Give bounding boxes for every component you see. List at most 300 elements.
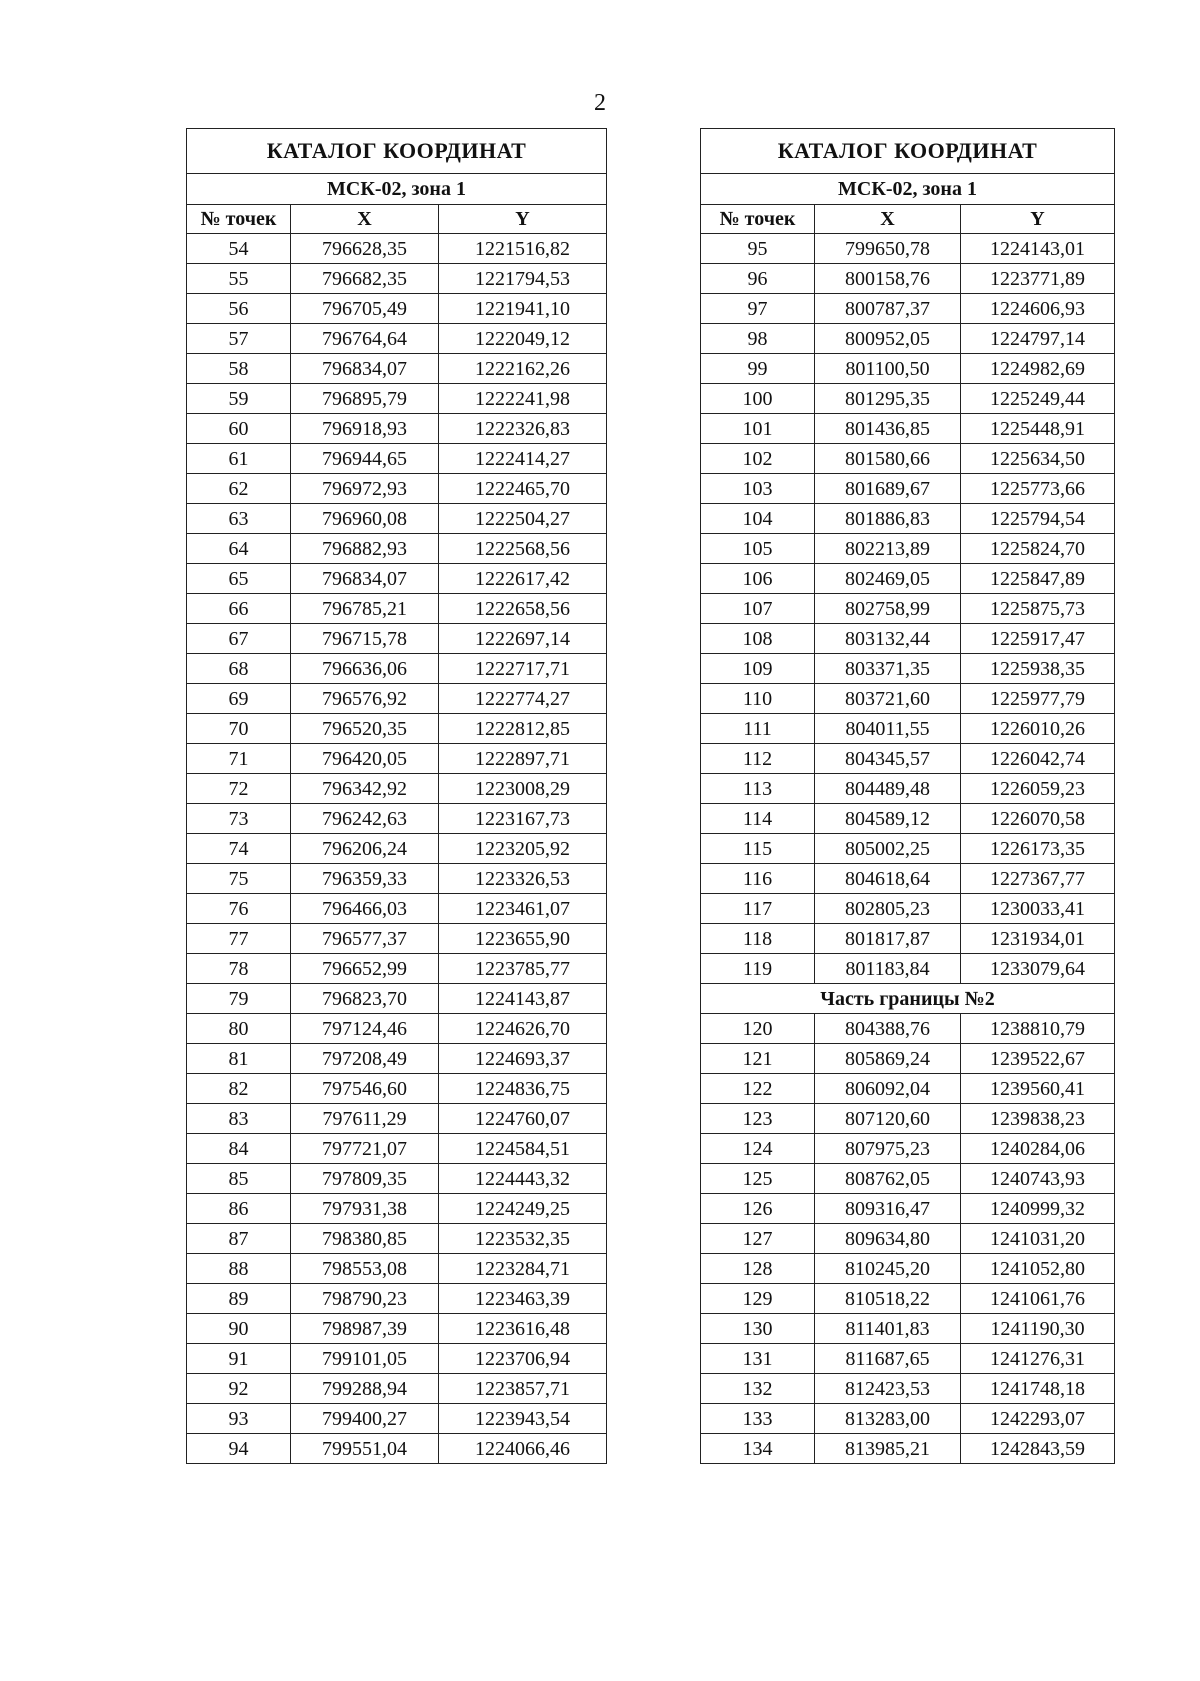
point-number: 78 (187, 954, 291, 984)
point-number: 59 (187, 384, 291, 414)
x-coordinate: 796705,49 (291, 294, 439, 324)
x-coordinate: 796764,64 (291, 324, 439, 354)
table-row (701, 1434, 1115, 1464)
y-coordinate: 1222697,14 (439, 624, 607, 654)
x-coordinate: 796636,06 (291, 654, 439, 684)
point-number: 62 (187, 474, 291, 504)
y-coordinate: 1222162,26 (439, 354, 607, 384)
x-coordinate: 801580,66 (815, 444, 961, 474)
x-coordinate: 797546,60 (291, 1074, 439, 1104)
x-coordinate: 801689,67 (815, 474, 961, 504)
point-number: 83 (187, 1104, 291, 1134)
y-coordinate: 1225977,79 (961, 684, 1115, 714)
table-row (187, 1014, 607, 1044)
point-number: 82 (187, 1074, 291, 1104)
x-coordinate: 801886,83 (815, 504, 961, 534)
table-row (187, 654, 607, 684)
table-row (187, 324, 607, 354)
x-coordinate: 798380,85 (291, 1224, 439, 1254)
point-number: 80 (187, 1014, 291, 1044)
x-coordinate: 799288,94 (291, 1374, 439, 1404)
table-row (187, 774, 607, 804)
x-coordinate: 806092,04 (815, 1074, 961, 1104)
table-row (187, 534, 607, 564)
point-number: 81 (187, 1044, 291, 1074)
y-coordinate: 1224606,93 (961, 294, 1115, 324)
table-row (187, 414, 607, 444)
point-number: 100 (701, 384, 815, 414)
x-coordinate: 796576,92 (291, 684, 439, 714)
point-number: 61 (187, 444, 291, 474)
point-number: 111 (701, 714, 815, 744)
table-row (701, 744, 1115, 774)
x-coordinate: 797809,35 (291, 1164, 439, 1194)
y-coordinate: 1225448,91 (961, 414, 1115, 444)
column-header-point: № точек (187, 205, 291, 234)
table-row (701, 954, 1115, 984)
y-coordinate: 1223785,77 (439, 954, 607, 984)
point-number: 63 (187, 504, 291, 534)
y-coordinate: 1224836,75 (439, 1074, 607, 1104)
x-coordinate: 796918,93 (291, 414, 439, 444)
y-coordinate: 1225938,35 (961, 654, 1115, 684)
point-number: 88 (187, 1254, 291, 1284)
y-coordinate: 1230033,41 (961, 894, 1115, 924)
x-coordinate: 803721,60 (815, 684, 961, 714)
point-number: 71 (187, 744, 291, 774)
table-row (187, 1074, 607, 1104)
x-coordinate: 810245,20 (815, 1254, 961, 1284)
point-number: 102 (701, 444, 815, 474)
table-row (701, 1164, 1115, 1194)
x-coordinate: 797611,29 (291, 1104, 439, 1134)
point-number: 103 (701, 474, 815, 504)
table-row (187, 1224, 607, 1254)
y-coordinate: 1225634,50 (961, 444, 1115, 474)
table-row (701, 1134, 1115, 1164)
table-row (187, 474, 607, 504)
point-number: 77 (187, 924, 291, 954)
y-coordinate: 1224760,07 (439, 1104, 607, 1134)
x-coordinate: 799400,27 (291, 1404, 439, 1434)
y-coordinate: 1242843,59 (961, 1434, 1115, 1464)
point-number: 64 (187, 534, 291, 564)
table-body (701, 1014, 1115, 1464)
y-coordinate: 1226173,35 (961, 834, 1115, 864)
catalog-title: КАТАЛОГ КООРДИНАТ (701, 129, 1115, 174)
table-row (187, 894, 607, 924)
table-row (187, 1284, 607, 1314)
x-coordinate: 796895,79 (291, 384, 439, 414)
column-header-x: X (291, 205, 439, 234)
y-coordinate: 1240284,06 (961, 1134, 1115, 1164)
x-coordinate: 801295,35 (815, 384, 961, 414)
y-coordinate: 1223771,89 (961, 264, 1115, 294)
table-row (187, 234, 607, 264)
y-coordinate: 1225875,73 (961, 594, 1115, 624)
point-number: 79 (187, 984, 291, 1014)
x-coordinate: 804388,76 (815, 1014, 961, 1044)
y-coordinate: 1241052,80 (961, 1254, 1115, 1284)
point-number: 67 (187, 624, 291, 654)
x-coordinate: 801436,85 (815, 414, 961, 444)
y-coordinate: 1222717,71 (439, 654, 607, 684)
y-coordinate: 1241031,20 (961, 1224, 1115, 1254)
y-coordinate: 1222774,27 (439, 684, 607, 714)
point-number: 106 (701, 564, 815, 594)
y-coordinate: 1242293,07 (961, 1404, 1115, 1434)
point-number: 116 (701, 864, 815, 894)
x-coordinate: 798987,39 (291, 1314, 439, 1344)
y-coordinate: 1223461,07 (439, 894, 607, 924)
y-coordinate: 1226070,58 (961, 804, 1115, 834)
point-number: 97 (701, 294, 815, 324)
y-coordinate: 1241190,30 (961, 1314, 1115, 1344)
point-number: 132 (701, 1374, 815, 1404)
x-coordinate: 796823,70 (291, 984, 439, 1014)
table-row (187, 1104, 607, 1134)
y-coordinate: 1238810,79 (961, 1014, 1115, 1044)
point-number: 84 (187, 1134, 291, 1164)
y-coordinate: 1224982,69 (961, 354, 1115, 384)
x-coordinate: 804589,12 (815, 804, 961, 834)
point-number: 66 (187, 594, 291, 624)
point-number: 110 (701, 684, 815, 714)
point-number: 104 (701, 504, 815, 534)
x-coordinate: 801817,87 (815, 924, 961, 954)
table-row (187, 1134, 607, 1164)
column-header-y: Y (439, 205, 607, 234)
table-row (701, 924, 1115, 954)
y-coordinate: 1239838,23 (961, 1104, 1115, 1134)
x-coordinate: 813985,21 (815, 1434, 961, 1464)
table-row (187, 294, 607, 324)
table-row (701, 564, 1115, 594)
y-coordinate: 1223943,54 (439, 1404, 607, 1434)
y-coordinate: 1224143,87 (439, 984, 607, 1014)
x-coordinate: 796628,35 (291, 234, 439, 264)
table-row (701, 1314, 1115, 1344)
coordinate-catalog-table-right (700, 128, 1115, 1464)
y-coordinate: 1233079,64 (961, 954, 1115, 984)
y-coordinate: 1223167,73 (439, 804, 607, 834)
x-coordinate: 799551,04 (291, 1434, 439, 1464)
table-row (701, 714, 1115, 744)
x-coordinate: 796420,05 (291, 744, 439, 774)
table-row (701, 594, 1115, 624)
y-coordinate: 1241748,18 (961, 1374, 1115, 1404)
x-coordinate: 796577,37 (291, 924, 439, 954)
table-row (187, 1194, 607, 1224)
x-coordinate: 799101,05 (291, 1344, 439, 1374)
coordinate-system: МСК-02, зона 1 (187, 174, 607, 205)
point-number: 130 (701, 1314, 815, 1344)
x-coordinate: 812423,53 (815, 1374, 961, 1404)
point-number: 128 (701, 1254, 815, 1284)
x-coordinate: 801183,84 (815, 954, 961, 984)
point-number: 68 (187, 654, 291, 684)
y-coordinate: 1224693,37 (439, 1044, 607, 1074)
y-coordinate: 1225249,44 (961, 384, 1115, 414)
table-row (187, 1374, 607, 1404)
point-number: 105 (701, 534, 815, 564)
x-coordinate: 797124,46 (291, 1014, 439, 1044)
point-number: 115 (701, 834, 815, 864)
y-coordinate: 1224143,01 (961, 234, 1115, 264)
point-number: 131 (701, 1344, 815, 1374)
x-coordinate: 802213,89 (815, 534, 961, 564)
point-number: 125 (701, 1164, 815, 1194)
table-row (187, 1044, 607, 1074)
x-coordinate: 803371,35 (815, 654, 961, 684)
table-row (187, 834, 607, 864)
y-coordinate: 1227367,77 (961, 864, 1115, 894)
point-number: 112 (701, 744, 815, 774)
x-coordinate: 796466,03 (291, 894, 439, 924)
point-number: 87 (187, 1224, 291, 1254)
point-number: 65 (187, 564, 291, 594)
point-number: 91 (187, 1344, 291, 1374)
table-row (187, 1254, 607, 1284)
y-coordinate: 1221941,10 (439, 294, 607, 324)
x-coordinate: 802805,23 (815, 894, 961, 924)
x-coordinate: 808762,05 (815, 1164, 961, 1194)
table-row (701, 1254, 1115, 1284)
x-coordinate: 809634,80 (815, 1224, 961, 1254)
point-number: 126 (701, 1194, 815, 1224)
point-number: 127 (701, 1224, 815, 1254)
table-row (701, 324, 1115, 354)
y-coordinate: 1226042,74 (961, 744, 1115, 774)
x-coordinate: 801100,50 (815, 354, 961, 384)
table-body (187, 234, 607, 1464)
y-coordinate: 1225847,89 (961, 564, 1115, 594)
table-row (187, 564, 607, 594)
table-row (701, 1044, 1115, 1074)
table-row (701, 444, 1115, 474)
y-coordinate: 1225824,70 (961, 534, 1115, 564)
y-coordinate: 1224626,70 (439, 1014, 607, 1044)
y-coordinate: 1239522,67 (961, 1044, 1115, 1074)
y-coordinate: 1222049,12 (439, 324, 607, 354)
table-row (187, 1404, 607, 1434)
x-coordinate: 802758,99 (815, 594, 961, 624)
point-number: 96 (701, 264, 815, 294)
point-number: 85 (187, 1164, 291, 1194)
point-number: 93 (187, 1404, 291, 1434)
table-row (187, 624, 607, 654)
table-row (187, 504, 607, 534)
point-number: 99 (701, 354, 815, 384)
y-coordinate: 1221794,53 (439, 264, 607, 294)
x-coordinate: 796520,35 (291, 714, 439, 744)
point-number: 95 (701, 234, 815, 264)
y-coordinate: 1222812,85 (439, 714, 607, 744)
point-number: 57 (187, 324, 291, 354)
x-coordinate: 809316,47 (815, 1194, 961, 1224)
table-row (187, 804, 607, 834)
point-number: 101 (701, 414, 815, 444)
y-coordinate: 1222465,70 (439, 474, 607, 504)
x-coordinate: 810518,22 (815, 1284, 961, 1314)
y-coordinate: 1223616,48 (439, 1314, 607, 1344)
table-row (187, 264, 607, 294)
x-coordinate: 796715,78 (291, 624, 439, 654)
x-coordinate: 800158,76 (815, 264, 961, 294)
table-row (701, 504, 1115, 534)
table-row (187, 1164, 607, 1194)
table-row (187, 354, 607, 384)
y-coordinate: 1223706,94 (439, 1344, 607, 1374)
y-coordinate: 1240999,32 (961, 1194, 1115, 1224)
table-row (187, 954, 607, 984)
point-number: 86 (187, 1194, 291, 1224)
y-coordinate: 1223205,92 (439, 834, 607, 864)
point-number: 120 (701, 1014, 815, 1044)
x-coordinate: 799650,78 (815, 234, 961, 264)
y-coordinate: 1222897,71 (439, 744, 607, 774)
y-coordinate: 1223326,53 (439, 864, 607, 894)
table-row (701, 414, 1115, 444)
table-row (187, 444, 607, 474)
table-row (187, 1314, 607, 1344)
y-coordinate: 1223532,35 (439, 1224, 607, 1254)
point-number: 119 (701, 954, 815, 984)
table-row (701, 654, 1115, 684)
column-header-point: № точек (701, 205, 815, 234)
x-coordinate: 796834,07 (291, 354, 439, 384)
x-coordinate: 796882,93 (291, 534, 439, 564)
table-row (187, 714, 607, 744)
section-row (701, 984, 1115, 1014)
point-number: 72 (187, 774, 291, 804)
table-row (701, 294, 1115, 324)
point-number: 117 (701, 894, 815, 924)
y-coordinate: 1225917,47 (961, 624, 1115, 654)
table-row (701, 474, 1115, 504)
table-row (701, 774, 1115, 804)
table-row (187, 864, 607, 894)
point-number: 69 (187, 684, 291, 714)
table-row (701, 624, 1115, 654)
point-number: 134 (701, 1434, 815, 1464)
y-coordinate: 1226059,23 (961, 774, 1115, 804)
table-row (701, 1404, 1115, 1434)
point-number: 90 (187, 1314, 291, 1344)
y-coordinate: 1224249,25 (439, 1194, 607, 1224)
point-number: 54 (187, 234, 291, 264)
point-number: 73 (187, 804, 291, 834)
x-coordinate: 796785,21 (291, 594, 439, 624)
y-coordinate: 1222414,27 (439, 444, 607, 474)
coordinate-system: МСК-02, зона 1 (701, 174, 1115, 205)
table-row (701, 1224, 1115, 1254)
page-number: 2 (594, 90, 606, 116)
table-row (701, 1374, 1115, 1404)
table-row (701, 894, 1115, 924)
section-label: Часть границы №2 (701, 984, 1115, 1014)
table-row (187, 594, 607, 624)
y-coordinate: 1222658,56 (439, 594, 607, 624)
table-row (187, 744, 607, 774)
x-coordinate: 813283,00 (815, 1404, 961, 1434)
point-number: 124 (701, 1134, 815, 1164)
x-coordinate: 804011,55 (815, 714, 961, 744)
x-coordinate: 800787,37 (815, 294, 961, 324)
y-coordinate: 1231934,01 (961, 924, 1115, 954)
catalog-title: КАТАЛОГ КООРДИНАТ (187, 129, 607, 174)
x-coordinate: 796242,63 (291, 804, 439, 834)
x-coordinate: 811401,83 (815, 1314, 961, 1344)
table-row (187, 984, 607, 1014)
x-coordinate: 807120,60 (815, 1104, 961, 1134)
y-coordinate: 1222241,98 (439, 384, 607, 414)
point-number: 129 (701, 1284, 815, 1314)
table-row (187, 384, 607, 414)
x-coordinate: 800952,05 (815, 324, 961, 354)
point-number: 56 (187, 294, 291, 324)
point-number: 70 (187, 714, 291, 744)
point-number: 133 (701, 1404, 815, 1434)
table-row (701, 234, 1115, 264)
x-coordinate: 796834,07 (291, 564, 439, 594)
table-row (187, 924, 607, 954)
point-number: 76 (187, 894, 291, 924)
x-coordinate: 804489,48 (815, 774, 961, 804)
table-row (701, 1284, 1115, 1314)
table-row (187, 1434, 607, 1464)
table-row (701, 864, 1115, 894)
point-number: 118 (701, 924, 815, 954)
table-row (701, 1194, 1115, 1224)
point-number: 122 (701, 1074, 815, 1104)
y-coordinate: 1225794,54 (961, 504, 1115, 534)
x-coordinate: 807975,23 (815, 1134, 961, 1164)
x-coordinate: 804345,57 (815, 744, 961, 774)
point-number: 60 (187, 414, 291, 444)
x-coordinate: 796944,65 (291, 444, 439, 474)
x-coordinate: 796342,92 (291, 774, 439, 804)
y-coordinate: 1222504,27 (439, 504, 607, 534)
x-coordinate: 797721,07 (291, 1134, 439, 1164)
y-coordinate: 1240743,93 (961, 1164, 1115, 1194)
y-coordinate: 1222326,83 (439, 414, 607, 444)
x-coordinate: 796359,33 (291, 864, 439, 894)
y-coordinate: 1221516,82 (439, 234, 607, 264)
point-number: 108 (701, 624, 815, 654)
point-number: 121 (701, 1044, 815, 1074)
table-row (701, 264, 1115, 294)
table-row (701, 354, 1115, 384)
table-row (701, 1344, 1115, 1374)
x-coordinate: 798790,23 (291, 1284, 439, 1314)
x-coordinate: 796972,93 (291, 474, 439, 504)
y-coordinate: 1222617,42 (439, 564, 607, 594)
column-header-x: X (815, 205, 961, 234)
coordinate-catalog-table-left (186, 128, 607, 1464)
point-number: 75 (187, 864, 291, 894)
x-coordinate: 811687,65 (815, 1344, 961, 1374)
point-number: 55 (187, 264, 291, 294)
y-coordinate: 1226010,26 (961, 714, 1115, 744)
y-coordinate: 1239560,41 (961, 1074, 1115, 1104)
y-coordinate: 1223463,39 (439, 1284, 607, 1314)
table-row (187, 684, 607, 714)
x-coordinate: 796652,99 (291, 954, 439, 984)
y-coordinate: 1222568,56 (439, 534, 607, 564)
table-row (701, 684, 1115, 714)
y-coordinate: 1223655,90 (439, 924, 607, 954)
